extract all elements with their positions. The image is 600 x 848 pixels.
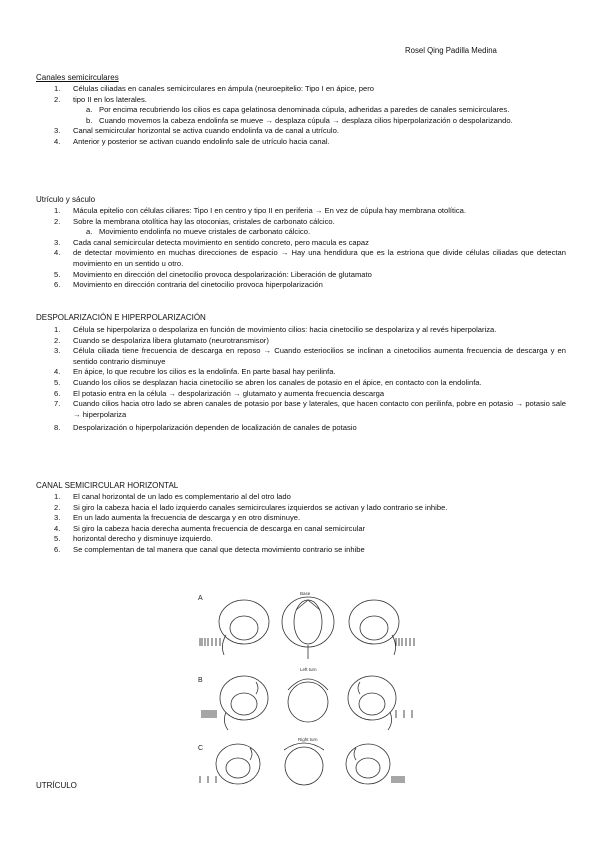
panel-a-label: A: [198, 595, 203, 602]
list-item: 3. Canal semicircular horizontal se activa cuando endolinfa va de canal a utrículo.: [54, 126, 339, 136]
section-utriculo-list: [36, 206, 566, 291]
list-item: 6. Se complementan de tal manera que canal que detecta movimiento contrario se inhibe: [54, 544, 365, 554]
list-item: 7. Cuando cilios hacia otro lado se abren canales de potasio por base y laterales, que hacen contacto con perilinfa, pobre en potasio → potasio sale → hiperpolariza: [54, 399, 566, 419]
list-item: 5. Movimiento en dirección del cinetocilio provoca despolarización: Liberación de glutamato: [54, 269, 372, 279]
list-item: 1. Mácula epitelio con células ciliares: Tipo I en centro y tipo II en periferia → En vez de cúpula hay membrana otolítica.: [54, 206, 466, 215]
section-title-canal-horizontal: CANAL SEMICIRCULAR HORIZONTAL: [36, 481, 179, 490]
list-item: 5. horizontal derecho y disminuye izquierdo.: [54, 534, 213, 544]
list-item: 4. En ápice, lo que recubre los cilios es la endolinfa. En parte basal hay perilinfa.: [54, 367, 336, 377]
semicircular-canal-figure: [196, 590, 418, 788]
list-item: 2. Cuando se despolariza libera glutamato (neurotransmisor): [54, 335, 269, 345]
semicircular-canal-diagram: [196, 590, 418, 788]
panel-c-label: C: [198, 745, 204, 752]
list-item: 4. de detectar movimiento en muchas direcciones de espacio → Hay una hendidura que es la estriona que divide células ciliadas que detectan movimiento en un sentido u otro.: [54, 248, 566, 268]
list-item: 3. Cada canal semicircular detecta movimiento en sentido concreto, pero macula es capaz: [54, 237, 369, 247]
author-name: Rosel Qing Padilla Medina: [405, 46, 497, 55]
sub-list-item: a. Por encima recubriendo los cilios es capa gelatinosa denominada cúpula, adheridas a paredes de canales semicirculares.: [86, 105, 510, 115]
list-item: 6. El potasio entra en la célula → despolarización → glutamato y aumenta frecuencia descarga: [54, 388, 385, 398]
list-item: 8. Despolarización o hiperpolarización dependen de localización de canales de potasio: [54, 423, 357, 433]
list-item: 4. Anterior y posterior se activan cuando endolinfo sale de utrículo hacia canal.: [54, 136, 330, 146]
panel-b-label: B: [198, 677, 203, 684]
list-item: 4. Si giro la cabeza hacia derecha aumenta frecuencia de descarga en canal semicircular: [54, 523, 366, 533]
heading-utriculo: UTRÍCULO: [36, 781, 77, 790]
section-canales-list: [36, 84, 566, 148]
list-item: 1. Célula se hiperpolariza o despolariza en función de movimiento cilios: hacia cinetocilio se despolariza y al revés hiperpolariza.: [54, 325, 497, 334]
sub-list-item: a. Movimiento endolinfa no mueve cristales de carbonato cálcico.: [86, 227, 311, 237]
base-label: Base: [300, 591, 311, 596]
list-item: 2. Si giro la cabeza hacia el lado izquierdo canales semicirculares izquierdos se activan y lado contrario se inhibe.: [54, 502, 448, 512]
list-item: 2. Sobre la membrana otolítica hay las otoconias, cristales de carbonato cálcico.: [54, 216, 335, 226]
left-turn-label: Left turn: [300, 667, 317, 672]
section-title-despolarizacion: DESPOLARIZACIÓN E HIPERPOLARIZACIÓN: [36, 313, 206, 322]
list-item: 1. Células ciliadas en canales semicirculares en ámpula (neuroepitelio: Tipo I en ápice, pero: [54, 84, 374, 93]
list-item: 1. El canal horizontal de un lado es complementario al del otro lado: [54, 492, 291, 501]
list-item: 5. Cuando los cilios se desplazan hacia cinetocilio se abren los canales de potasio en el ápice, en contacto con la endolinfa.: [54, 377, 482, 387]
sub-list-item: b. Cuando movemos la cabeza endolinfa se mueve → desplaza cúpula → desplaza cilios hiperpolarización o despolarizando.: [86, 115, 513, 125]
section-canal-horizontal-list: [36, 492, 566, 556]
section-title-canales: Canales semicirculares: [36, 73, 119, 82]
list-item: 3. En un lado aumenta la frecuencia de descarga y en otro disminuye.: [54, 513, 301, 523]
list-item: 6. Movimiento en dirección contraria del cinetocilio provoca hiperpolarización: [54, 280, 323, 290]
right-turn-label: Right turn: [298, 737, 318, 742]
section-title-utriculo-saculo: Utrículo y sáculo: [36, 195, 96, 204]
list-item: 2. tipo II en los laterales.: [54, 94, 147, 104]
list-item: 3. Célula ciliada tiene frecuencia de descarga en reposo → Cuando esteriocilios se inclinan a cinetocilios aumenta frecuencia de descarga y en sentido contrario disminuye: [54, 346, 566, 366]
section-despolarizacion-list: [36, 325, 566, 434]
